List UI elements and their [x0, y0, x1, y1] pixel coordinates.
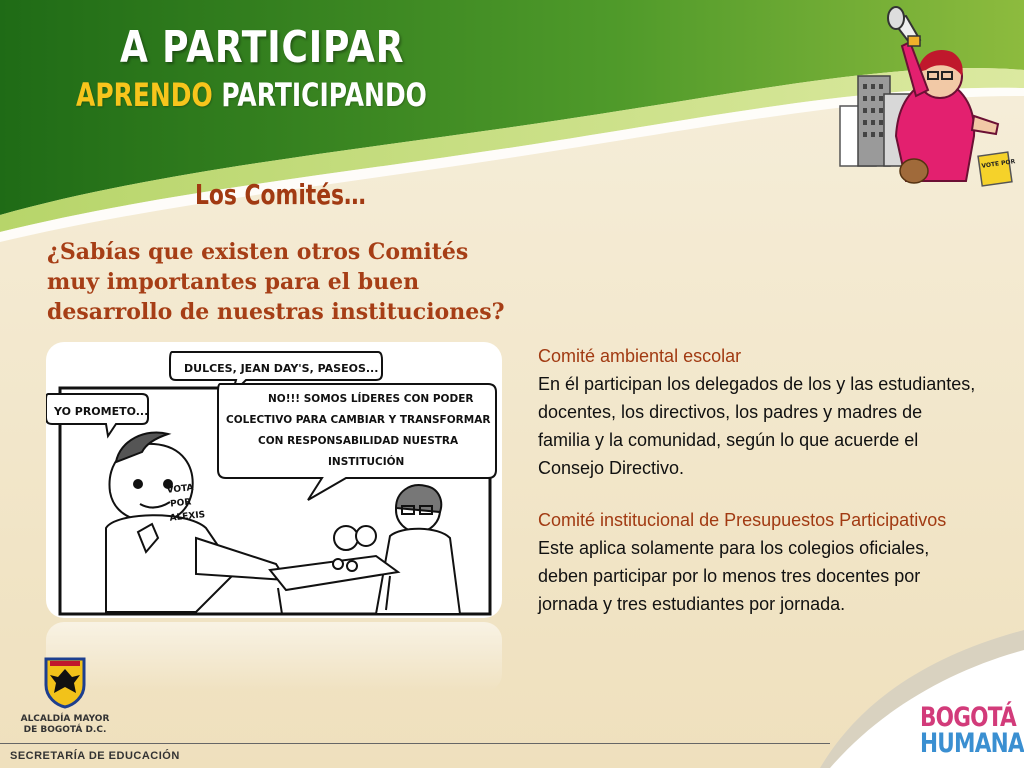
bogota-humana-logo [920, 702, 1024, 759]
alcaldia-logo [10, 655, 120, 736]
bubble-3-line-2: COLECTIVO PARA CAMBIAR Y TRANSFORMAR [226, 414, 491, 426]
committee-2-body: Este aplica solamente para los colegios oficiales, deben participar por lo menos tres docentes por jornada y tres estudiantes por jornada. [538, 538, 930, 614]
subtitle-part-2: PARTICIPANDO [221, 76, 427, 114]
subtitle-part-1: APRENDO [76, 76, 213, 114]
shirt-text-2: POR [169, 497, 192, 510]
committee-2 [538, 506, 978, 618]
bubble-2-text: YO PROMETO... [54, 405, 149, 418]
alcaldia-line-2: DE BOGOTÁ D.C. [23, 725, 107, 735]
bubble-3-line-4: INSTITUCIÓN [328, 456, 405, 468]
shirt-text-1: VOTA [166, 483, 195, 496]
page-title: A PARTICIPAR [120, 22, 405, 73]
bubble-3-line-1: NO!!! SOMOS LÍDERES CON PODER [268, 393, 474, 405]
footer-divider [0, 743, 830, 744]
comic-panel [46, 342, 502, 618]
committee-1-title: Comité ambiental escolar [538, 346, 742, 366]
page-subtitle [76, 76, 427, 114]
mascot-sign-text: VOTE POR [981, 158, 1016, 170]
alcaldia-line-1: ALCALDÍA MAYOR [20, 714, 110, 724]
brand-line-2: HUMANA [920, 728, 1024, 759]
committee-2-title: Comité institucional de Presupuestos Participativos [538, 510, 947, 530]
comic-drawing [46, 342, 502, 618]
committee-1-body: En él participan los delegados de los y las estudiantes, docentes, los directivos, los padres y madres de familia y la comunidad, según lo que acuerde el Consejo Directivo. [538, 374, 976, 478]
bubble-3-line-3: CON RESPONSABILIDAD NUESTRA [258, 435, 459, 447]
coat-of-arms-icon [42, 655, 88, 709]
secretaria-label: SECRETARÍA DE EDUCACIÓN [10, 750, 180, 762]
section-heading: Los Comités… [195, 178, 366, 211]
bubble-1-text: DULCES, JEAN DAY'S, PASEOS... [184, 362, 379, 375]
mascot-illustration [836, 6, 1016, 191]
shirt-text-3: ALEXIS [169, 510, 206, 524]
committee-1 [538, 342, 978, 482]
intro-question: ¿Sabías que existen otros Comités muy importantes para el buen desarrollo de nuestras instituciones? [47, 239, 505, 325]
brand-line-1: BOGOTÁ [920, 702, 1016, 733]
